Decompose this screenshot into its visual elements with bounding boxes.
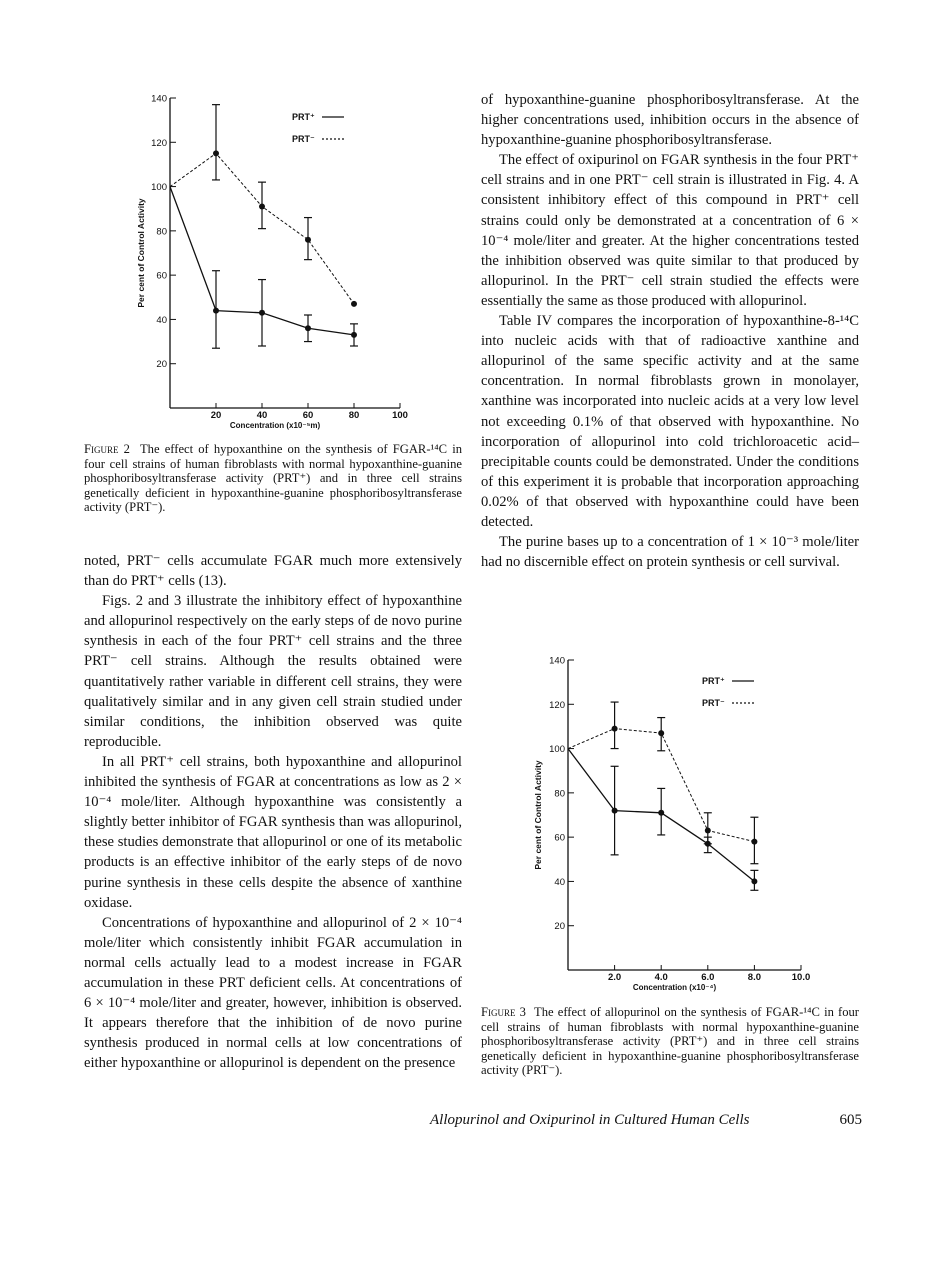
- y-tick-label: 120: [549, 699, 565, 711]
- x-tick-label: 100: [392, 410, 408, 421]
- x-tick-label: 60: [302, 410, 314, 421]
- y-tick-label: 100: [151, 182, 167, 194]
- page-number: 605: [839, 1112, 862, 1128]
- figure-2-caption-text: The effect of hypoxanthine on the synthesis of FGAR-¹⁴C in four cell strains of human fibroblasts with normal hypoxanthine-guanine phosphoribosyltransferase activity (PRT⁺) and in three cell strains genetically deficient in hypoxanthine-guanine phosphoribosyltransferase activity (PRT⁻).: [84, 442, 463, 515]
- data-point: [751, 878, 757, 884]
- data-point: [612, 726, 618, 732]
- legend-label: PRT⁻: [292, 134, 315, 144]
- data-point: [213, 308, 219, 314]
- figure-3-caption: [481, 1005, 859, 1078]
- left-paragraph-3: In all PRT⁺ cell strains, both hypoxanthine and allopurinol inhibited the synthesis of FGAR at concentrations as low as 2 × 10⁻⁴ mole/liter. Although hypoxanthine was consistently a slightly better inhibitor of FGAR synthesis than was allopurinol, these studies demonstrate that allopurinol or one of its metabolic products is an effective inhibitor of the early steps of de novo purine synthesis in these cells despite the absence of xanthine oxidase.: [84, 753, 462, 911]
- data-point: [259, 204, 265, 210]
- right-paragraph-3: Table IV compares the incorporation of hypoxanthine-8-¹⁴C into nucleic acids with that of radioactive xanthine and allopurinol of the same specific activity and at the same concentration. In normal fibroblasts grown in monolayer, xanthine was incorporated into nucleic acids at a very low level not exceeding 0.1% of that observed with hypoxanthine. No incorporation of allopurinol into cold trichloroacetic acid–precipitable counts could be demonstrated. Under the conditions of this experiment it is probable that incorporation approaching 0.02% of that observed with hypoxanthine could have been detected.: [481, 313, 859, 530]
- right-paragraph-2: The effect of oxipurinol on FGAR synthesis in the four PRT⁺ cell strains and in one PRT⁻ cell strain is illustrated in Fig. 4. A consistent inhibitory effect of this compound in PRT⁺ cell strains could only be demonstrated at a concentration of 6 × 10⁻⁴ mole/liter and greater. At the higher concentrations tested the inhibition observed was quite similar to that produced by allopurinol. In the PRT⁻ cell strain studied the effects were essentially the same as those produced with allopurinol.: [481, 152, 859, 309]
- y-tick-label: 60: [156, 270, 167, 282]
- page-footer: [430, 1112, 862, 1129]
- data-point: [751, 839, 757, 845]
- data-point: [305, 325, 311, 331]
- y-tick-label: 40: [156, 314, 167, 326]
- data-point: [259, 310, 265, 316]
- x-tick-label: 2.0: [607, 972, 622, 983]
- y-axis-label: Per cent of Control Activity: [136, 198, 146, 308]
- figure-2-caption: [84, 442, 462, 515]
- x-axis-label: Concentration (x10⁻⁴): [632, 983, 717, 992]
- y-tick-label: 20: [554, 921, 565, 933]
- y-tick-label: 20: [156, 359, 167, 371]
- data-point: [351, 301, 357, 307]
- x-tick-label: 80: [348, 410, 360, 421]
- y-tick-label: 80: [156, 226, 167, 238]
- data-point: [658, 730, 664, 736]
- figure-3-label: Figure 3: [481, 1005, 526, 1019]
- left-column: [84, 551, 462, 1073]
- y-tick-label: 120: [151, 137, 167, 149]
- x-tick-label: 8.0: [747, 972, 762, 983]
- data-point: [213, 150, 219, 156]
- left-paragraph-2: Figs. 2 and 3 illustrate the inhibitory effect of hypoxanthine and allopurinol respectively on the early steps of de novo purine synthesis in each of the four PRT⁺ cell strains and the three PRT⁻ cell strains. Although the results obtained were quantitatively rather variable in different cell strains, they were qualitatively similar and in any given cell strain studied under similar conditions, the inhibition observed was quite reproducible.: [84, 593, 462, 750]
- y-tick-label: 100: [549, 744, 565, 756]
- data-point: [351, 332, 357, 338]
- x-tick-label: 40: [256, 410, 268, 421]
- legend-label: PRT⁻: [702, 698, 725, 708]
- data-point: [705, 828, 711, 834]
- legend-label: PRT⁺: [292, 112, 315, 122]
- x-tick-label: 10.0: [791, 972, 811, 983]
- figure-3-caption-text: The effect of allopurinol on the synthesis of FGAR-¹⁴C in four cell strains of human fibroblasts with normal hypoxanthine-guanine phosphoribosyltransferase activity (PRT⁺) and in three cell strains genetically deficient in hypoxanthine-guanine phosphoribosyltransferase activity (PRT⁻).: [481, 1005, 859, 1078]
- data-point: [305, 237, 311, 243]
- y-tick-label: 80: [554, 788, 565, 800]
- y-tick-label: 40: [554, 876, 565, 888]
- data-point: [612, 808, 618, 814]
- left-paragraph-1: noted, PRT⁻ cells accumulate FGAR much more extensively than do PRT⁺ cells (13).: [84, 553, 462, 590]
- figure-3-chart: [525, 650, 825, 1000]
- x-tick-label: 6.0: [701, 972, 715, 983]
- x-axis-label: Concentration (x10⁻⁵m): [229, 421, 321, 430]
- x-tick-label: 4.0: [654, 972, 668, 983]
- data-point: [658, 810, 664, 816]
- figure-2-label: Figure 2: [84, 442, 130, 456]
- legend-label: PRT⁺: [702, 676, 725, 686]
- figure-2-chart: [130, 88, 410, 438]
- running-title: Allopurinol and Oxipurinol in Cultured Human Cells: [430, 1112, 750, 1128]
- left-paragraph-4: Concentrations of hypoxanthine and allopurinol of 2 × 10⁻⁴ mole/liter which consistently inhibit FGAR accumulation in normal cells actually lead to a modest increase in FGAR accumulation in these PRT deficient cells. At concentrations of 6 × 10⁻⁴ mole/liter and greater, however, inhibition is observed. It appears therefore that the inhibition of de novo purine synthesis produced in normal cells at low concentrations of either hypoxanthine or allopurinol is dependent on the presence: [84, 914, 462, 1072]
- y-tick-label: 60: [554, 832, 565, 844]
- y-axis-label: Per cent of Control Activity: [533, 760, 543, 870]
- right-column: [481, 90, 859, 572]
- right-paragraph-1: of hypoxanthine-guanine phosphoribosyltransferase. At the higher concentrations used, inhibition occurs in the absence of hypoxanthine-guanine phosphoribosyltransferase.: [481, 92, 859, 149]
- x-tick-label: 20: [210, 410, 222, 421]
- y-tick-label: 140: [151, 93, 167, 105]
- right-paragraph-4: The purine bases up to a concentration of 1 × 10⁻³ mole/liter had no discernible effect on protein synthesis or cell survival.: [481, 534, 859, 571]
- y-tick-label: 140: [549, 655, 565, 667]
